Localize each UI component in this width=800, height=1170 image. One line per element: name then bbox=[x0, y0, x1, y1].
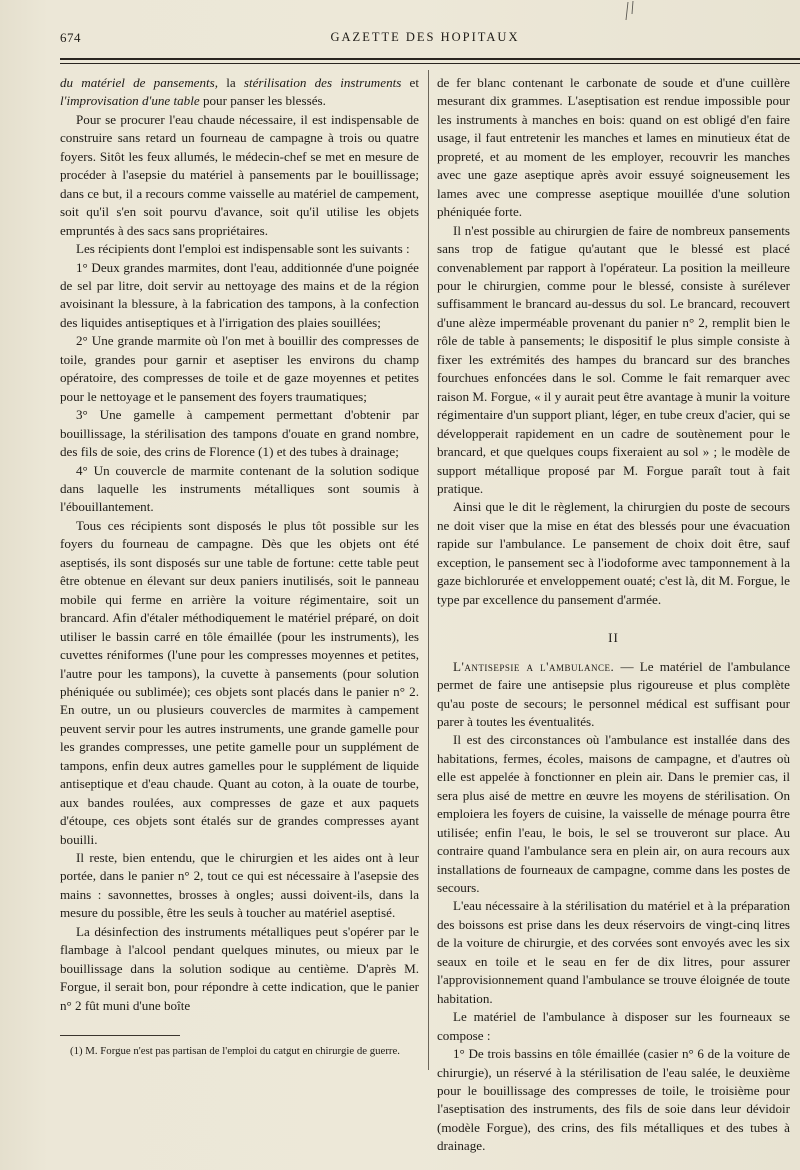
list-item: 3° Une gamelle à campement permettant d'obtenir par bouillissage, la stérilisation des tampons d'ouate en grand nombre, des fils de soie, des crins de Florence (1) et des tubes à drainage; bbox=[60, 407, 419, 460]
text-span: la bbox=[218, 75, 244, 90]
footnote-rule bbox=[60, 1035, 180, 1036]
list-item: 2° Une grande marmite où l'on met à bouillir des compresses de toile, grandes pour garnir et aseptiser les environs du champ opératoire, des compresses de toile et de gaze moyennes et petites pour le nettoyage et le pansement des foyers traumatiques; bbox=[60, 333, 419, 404]
section-number: II bbox=[608, 630, 619, 646]
italic-text: l'improvisation d'une table bbox=[60, 93, 200, 109]
right-paragraph: L'eau nécessaire à la stérilisation du matériel et à la préparation des boissons est prise dans les deux réservoirs de vingt-cinq litres de la voiture de chirurgie, et des corvées sont envoyés avec les six seaux en toile et le seau en fer de dix litres, pour assurer l'approvisionnement quand l'ambulance se trouve éloignée de toute habitation. bbox=[437, 898, 790, 1006]
left-paragraph: Les récipients dont l'emploi est indispensable sont les suivants : bbox=[76, 241, 410, 257]
left-paragraph: Pour se procurer l'eau chaude nécessaire, il est indispensable de construire sans retard un fourneau de campagne à trois ou quatre foyers. Sitôt les feux allumés, le médecin-chef se met en mesure de procéder à l'asepsie du matériel à pansements par le bouillissage; dans ce but, il a recours comme vaisselle au matériel de campement, soit qu'il s'en soit pourvu d'avance, soit qu'il utilise les objets empruntés à des sacs sans propriétaires. bbox=[60, 111, 419, 238]
right-column bbox=[437, 74, 790, 1156]
left-paragraph: La désinfection des instruments métalliques peut s'opérer par le flambage à l'alcool pendant quelques minutes, ou mieux par le bouillissage dans la solution sodique au centième. D'après M. Forgue, il serait bon, pour répondre à cette indication, que le panier n° 2 fût muni d'une boîte bbox=[60, 923, 419, 1013]
text-span: — Le matériel de l'ambulance permet de faire une antisepsie plus rigoureuse et plus complète qu'au poste de secours; le personnel médical est suffisant pour parer à toutes les éventualités. bbox=[437, 658, 790, 729]
running-title: GAZETTE DES HOPITAUX bbox=[330, 30, 520, 44]
spacer bbox=[437, 609, 790, 619]
left-paragraph: Il reste, bien entendu, que le chirurgien et les aides ont à leur portée, dans le panier n° 2, tout ce qui est nécessaire à l'asepsie des mains : savonnettes, brosses à ongles; aussi doivent-ils, dans la mesure du possible, être les seuls à toucher au matériel aseptisé. bbox=[60, 850, 419, 921]
left-paragraph bbox=[60, 74, 419, 111]
section-opening-paragraph bbox=[437, 658, 790, 732]
right-paragraph: Le matériel de l'ambulance à disposer sur les fourneaux se compose : bbox=[437, 1009, 790, 1043]
column-divider bbox=[428, 70, 429, 1070]
page-header bbox=[60, 30, 790, 52]
right-paragraph: Ainsi que le dit le règlement, la chirurgien du poste de secours ne doit viser que la mise en état des blessés pour une évacuation rapide sur l'ambulance. Le pansement de choix doit être, sauf exception, le pansement sec à l'iodoforme avec tamponnement à la gaze bichlorurée et enveloppement ouaté; c'est là, dit M. Forgue, le type par excellence du pansement d'armée. bbox=[437, 499, 790, 607]
left-paragraph: Tous ces récipients sont disposés le plus tôt possible sur les foyers du fourneau de campagne. Dès que les objets ont été aseptisés, ils sont disposés sur une table de fortune: cette table peut être obtenue en élevant sur deux paniers inutilisés, soit le panneau mobile qui ferme en arrière la voiture régimentaire, soit un brancard. Afin d'étaler méthodiquement le matériel préparé, on doit utiliser le bassin carré en tôle émaillée (pour les instruments), les cuvettes réniformes (l'une pour les compresses moyennes et petites, l'autre pour les tampons), la cuvette à pansements (pour solution phéniquée ou sublimée); ces objets sont placés dans le panier n° 2. En outre, un ou plusieurs couvercles de marmites à campement peuvent servir pour les autres instruments, une grande gamelle pour les grandes compresses, une petite gamelle pour un supplément de tampons, enfin deux autres gamelles pour le supplément de liquide antiseptique et d'eau chaude. Quant au coton, à la ouate de tourbe, aux bandes roulées, aux compresses de gaze et aux paquets d'étoupe, ces objets sont étalés sur de grandes compresses ayant bouilli. bbox=[60, 517, 419, 847]
right-paragraph: Il n'est possible au chirurgien de faire de nombreux pansements sans trop de fatigue qu'autant que le blessé est placé convenablement par rapport à l'opérateur. La position la meilleure pour le chirurgien, comme pour le blessé, consiste à surélever suffisamment le brancard au-dessus du sol. Le brancard, recouvert d'une alèze imperméable provenant du panier n° 2, remplit bien le rôle de table à pansements; le dispositif le plus simple consiste à fixer les extrémités des hampes du brancard sur des branches fourchues enfoncées dans le sol. Comme le fait remarquer avec raison M. Forgue, « il y aurait peut être avantage à munir la voiture régimentaire d'un support pliant, léger, en tube creux d'acier, qui se développerait rapidement en un cadre de soutènement pour le brancard, et que quelques coups fixeraient au sol » ; le modèle de support métallique proposé par M. Forgue paraît tout à fait pratique. bbox=[437, 222, 790, 496]
right-paragraph: de fer blanc contenant le carbonate de soude et d'une cuillère mesurant dix grammes. L'aseptisation est rendue impossible pour les instruments à manches en bois: quand on est obligé d'en faire usage, il faut entretenir les manches et lames en minutieux état de propreté, et au moment de les employer, recouvrir les manches avec une gaze aseptique après avoir essuyé soigneusement les lames avec une compresse aseptique mouillée d'une solution phéniquée forte. bbox=[437, 75, 790, 220]
header-rule-thick bbox=[60, 58, 800, 60]
footnote-text: (1) M. Forgue n'est pas partisan de l'emploi du catgut en chirurgie de guerre. bbox=[70, 1045, 401, 1057]
header-rule-thin bbox=[60, 63, 800, 64]
list-item: 1° Deux grandes marmites, dont l'eau, additionnée d'une poignée de sel par litre, doit servir au nettoyage des mains et de la région avoisinant la blessure, à la fabrication des tampons, à la confection des liquides antiseptiques et à l'irrigation des plaies souillées; bbox=[60, 259, 419, 330]
list-item: 1° De trois bassins en tôle émaillée (casier n° 6 de la voiture de chirurgie), un réservé à la stérilisation de l'eau salée, le deuxième pour le bouillissage des compresses de toile, le troisième pour l'aseptisation des instruments, des fils de soie dans leur dévidoir (modèle Forgue), des crins, des fils métalliques et des tubes à drainage. bbox=[437, 1046, 790, 1154]
footnote bbox=[60, 1044, 419, 1058]
italic-text: stérilisation des instruments bbox=[243, 75, 402, 90]
text-span: et bbox=[401, 75, 419, 90]
text-span: pour panser les blessés. bbox=[199, 93, 326, 109]
list-item: 4° Un couvercle de marmite contenant de la solution sodique dans laquelle les instruments métalliques sont soumis à l'ébouillantement. bbox=[60, 462, 419, 515]
page-number: 674 bbox=[60, 30, 81, 45]
pencil-mark bbox=[624, 0, 642, 22]
section-heading: L'antisepsie a l'ambulance. bbox=[453, 658, 615, 674]
right-paragraph: Il est des circonstances où l'ambulance est installée dans des habitations, fermes, écoles, maisons de campagne, et d'autres où elle est appelée à fonctionner en plein air. Dans le premier cas, il sera plus aisé de mettre en œuvre les moyens de stérilisation. On emploiera les foyers de cuisine, la vaisselle de ménage pourra être utilisée; enfin l'eau, le bois, le sel se trouveront sur place. Au contraire quand l'ambulance sera en plein air, on aura recours aux installations de fourneaux de campagne, comme dans les postes de secours. bbox=[437, 732, 790, 896]
left-column bbox=[60, 74, 419, 1015]
italic-text: du matériel de pansements, bbox=[60, 75, 219, 90]
